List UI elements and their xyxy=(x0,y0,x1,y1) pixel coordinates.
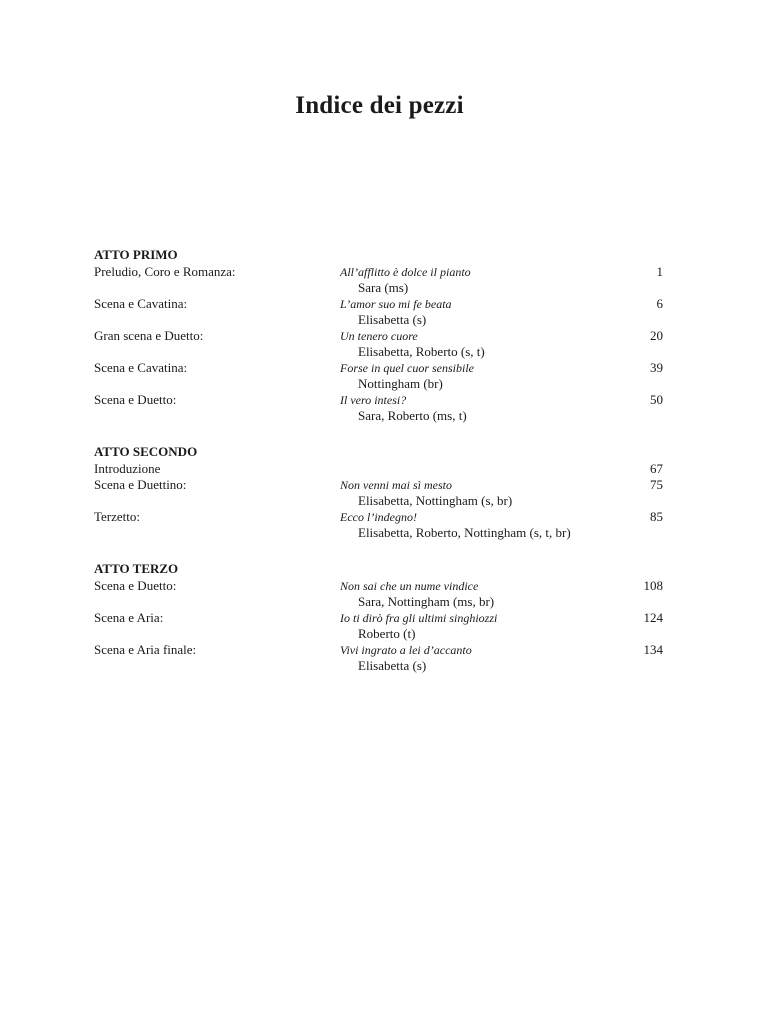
toc-entry xyxy=(94,477,663,509)
piece-incipit: L’amor suo mi fe beata xyxy=(340,297,452,311)
piece-incipit: Vivi ingrato a lei d’accanto xyxy=(340,643,472,657)
act-section xyxy=(94,246,663,424)
piece-label: Scena e Cavatina: xyxy=(94,296,188,311)
piece-label: Gran scena e Duetto: xyxy=(94,328,204,343)
page-number: 1 xyxy=(656,264,663,279)
piece-roles: Elisabetta, Nottingham (s, br) xyxy=(358,493,513,508)
piece-label: Scena e Aria finale: xyxy=(94,642,197,657)
piece-label: Terzetto: xyxy=(94,509,141,524)
piece-roles: Elisabetta, Roberto, Nottingham (s, t, br) xyxy=(358,525,571,540)
piece-roles: Elisabetta (s) xyxy=(358,312,427,327)
toc-entry xyxy=(94,578,663,610)
piece-incipit: Forse in quel cuor sensibile xyxy=(340,361,474,375)
toc-entry xyxy=(94,461,663,477)
piece-label: Introduzione xyxy=(94,461,161,476)
piece-incipit: Un tenero cuore xyxy=(340,329,418,343)
piece-roles: Sara, Roberto (ms, t) xyxy=(358,408,467,423)
page-number: 75 xyxy=(650,477,663,492)
page-number: 108 xyxy=(643,578,663,593)
piece-incipit: All’afflitto è dolce il pianto xyxy=(340,265,471,279)
table-of-contents xyxy=(94,246,663,693)
page-number: 67 xyxy=(650,461,663,476)
toc-entry-row xyxy=(94,578,663,594)
toc-entry xyxy=(94,296,663,328)
toc-entry xyxy=(94,328,663,360)
toc-entry xyxy=(94,509,663,541)
piece-label: Scena e Duetto: xyxy=(94,392,177,407)
piece-roles: Sara (ms) xyxy=(358,280,409,295)
page-number: 124 xyxy=(643,610,663,625)
act-section xyxy=(94,443,663,541)
toc-entry xyxy=(94,392,663,424)
page-number: 20 xyxy=(650,328,663,343)
page-number: 134 xyxy=(643,642,663,657)
piece-incipit: Non sai che un nume vindice xyxy=(340,579,479,593)
piece-roles: Elisabetta, Roberto (s, t) xyxy=(358,344,485,359)
toc-entry-row xyxy=(94,296,663,312)
toc-entry-row xyxy=(94,328,663,344)
toc-entry-row xyxy=(94,264,663,280)
toc-entry xyxy=(94,264,663,296)
piece-label: Scena e Aria: xyxy=(94,610,164,625)
act-section xyxy=(94,560,663,674)
piece-label: Scena e Duettino: xyxy=(94,477,187,492)
toc-entry-row xyxy=(94,392,663,408)
toc-entry-row xyxy=(94,610,663,626)
toc-entry-row xyxy=(94,642,663,658)
piece-label: Scena e Cavatina: xyxy=(94,360,188,375)
page-title: Indice dei pezzi xyxy=(295,92,464,119)
piece-roles: Roberto (t) xyxy=(358,626,416,641)
toc-entry-row xyxy=(94,509,663,525)
piece-roles: Nottingham (br) xyxy=(358,376,443,391)
piece-label: Scena e Duetto: xyxy=(94,578,177,593)
toc-entry xyxy=(94,360,663,392)
toc-entry-row xyxy=(94,461,663,477)
page-number: 6 xyxy=(656,296,663,311)
act-title: ATTO TERZO xyxy=(94,561,179,576)
page-number: 85 xyxy=(650,509,663,524)
toc-entry xyxy=(94,642,663,674)
page-number: 50 xyxy=(650,392,663,407)
piece-roles: Sara, Nottingham (ms, br) xyxy=(358,594,495,609)
piece-incipit: Io ti dirò fra gli ultimi singhiozzi xyxy=(340,611,498,625)
piece-incipit: Non venni mai sì mesto xyxy=(340,478,452,492)
piece-incipit: Ecco l’indegno! xyxy=(340,510,417,524)
piece-incipit: Il vero intesi? xyxy=(340,393,407,407)
act-title: ATTO SECONDO xyxy=(94,444,198,459)
piece-label: Preludio, Coro e Romanza: xyxy=(94,264,236,279)
toc-entry-row xyxy=(94,360,663,376)
piece-roles: Elisabetta (s) xyxy=(358,658,427,673)
page-number: 39 xyxy=(650,360,663,375)
act-title: ATTO PRIMO xyxy=(94,247,178,262)
toc-entry-row xyxy=(94,477,663,493)
toc-entry xyxy=(94,610,663,642)
